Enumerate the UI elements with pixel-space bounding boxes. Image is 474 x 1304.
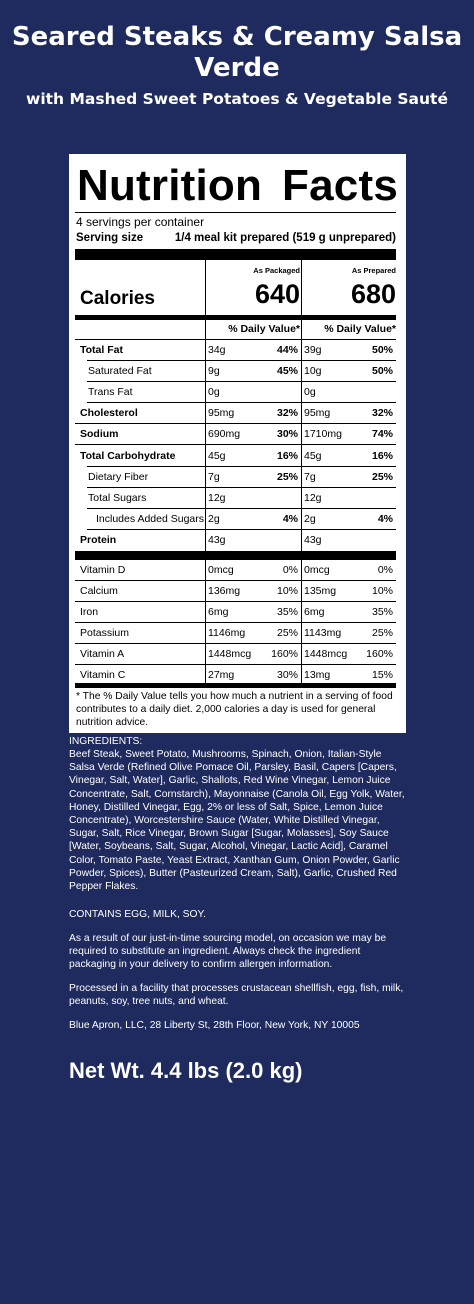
amount-prepared: 39g	[304, 344, 322, 356]
amount-prepared: 0g	[304, 386, 316, 399]
amount-prepared: 1448mcg	[304, 648, 348, 660]
amount-packaged: 0mcg	[208, 564, 234, 576]
nutrient-name: Total Carbohydrate	[80, 449, 176, 462]
dv-prepared: 32%	[371, 407, 393, 420]
nutrient-name: Potassium	[80, 627, 130, 639]
amount-prepared: 2g	[304, 512, 316, 525]
nutrient-row	[75, 446, 396, 467]
nutrition-facts-label	[69, 154, 406, 733]
dv-prepared: 25%	[371, 470, 393, 483]
nutrient-name: Vitamin A	[80, 648, 125, 660]
allergen-statement: CONTAINS EGG, MILK, SOY.	[69, 909, 206, 920]
dv-prepared: 4%	[377, 512, 393, 525]
dv-packaged: 30%	[276, 669, 298, 681]
nutrient-name: Total Sugars	[88, 491, 147, 504]
amount-prepared: 0mcg	[304, 564, 330, 576]
amount-prepared: 135mg	[304, 585, 337, 597]
ingredients-heading: INGREDIENTS:	[69, 736, 143, 747]
dv-packaged: 25%	[276, 470, 298, 483]
amount-prepared: 6mg	[304, 606, 325, 618]
dv-prepared: 50%	[371, 365, 393, 378]
nutrient-row	[75, 530, 396, 551]
divider	[75, 212, 396, 213]
vitamin-row	[75, 602, 396, 623]
amount-packaged: 7g	[208, 470, 220, 483]
nutrient-name: Protein	[80, 533, 117, 546]
daily-value-footnote: * The % Daily Value tells you how much a nutrient in a serving of food contributes to a daily diet. 2,000 calories a day is used for general nutrition advice.	[76, 691, 393, 729]
nutrient-name: Cholesterol	[80, 407, 138, 420]
ingredients-text: Beef Steak, Sweet Potato, Mushrooms, Spinach, Onion, Italian-Style Salsa Verde (Refined Olive Pomace Oil, Parsley, Basil, Capers [Capers, Vinegar, Salt, Water], Garlic, Shallots, Red Wine Vinegar, Lemon Juice Concentrate, Salt, Cornstarch), Mayonnaise (Canola Oil, Egg Yolk, Water, Honey, Distilled Vinegar, Egg, 2% or less of Salt, Spice, Lemon Juice Concentrate), Worcestershire Sauce (Water, White Distilled Vinegar, Sugar, Salt, Rice Vinegar, Brown Sugar [Sugar, Molasses], Soy Sauce [Water, Soybeans, Salt, Sugar, Alcohol, Vinegar, Lactic Acid], Caramel Color, Tomato Paste, Yeast Extract, Xanthan Gum, Onion Powder, Garlic Powder, Spices), Butter (Pasteurized Cream, Salt), Garlic, Crushed Red Pepper Flakes.	[69, 749, 405, 893]
nutrient-row	[75, 488, 396, 509]
product-subtitle: with Mashed Sweet Potatoes & Vegetable Sauté	[26, 90, 448, 108]
nutrient-name: Sodium	[80, 428, 119, 441]
nutrient-row	[75, 467, 396, 488]
nutrient-name: Calcium	[80, 585, 118, 597]
dv-packaged: 25%	[276, 627, 298, 639]
amount-packaged: 45g	[208, 449, 226, 462]
dv-prepared: 16%	[371, 449, 393, 462]
serving-size-label: Serving size	[76, 232, 144, 244]
dv-packaged: 160%	[271, 648, 298, 660]
serving-size-value: 1/4 meal kit prepared (519 g unprepared)	[174, 232, 396, 244]
dv-prepared: 35%	[371, 606, 393, 618]
amount-packaged: 12g	[208, 491, 226, 504]
nutrient-name: Trans Fat	[88, 386, 133, 399]
amount-packaged: 43g	[208, 533, 226, 546]
amount-packaged: 2g	[208, 512, 220, 525]
nutrient-row	[75, 340, 396, 361]
servings-per-container: 4 servings per container	[76, 215, 205, 229]
dv-prepared: 10%	[371, 585, 393, 597]
dv-header-prepared: % Daily Value*	[324, 323, 396, 335]
thick-divider	[75, 249, 396, 260]
dv-packaged: 44%	[276, 344, 298, 356]
nutrient-name: Includes Added Sugars	[96, 512, 204, 525]
calories-prepared: 680	[350, 279, 396, 309]
nutrient-row	[75, 403, 396, 424]
amount-packaged: 95mg	[208, 407, 235, 420]
vitamin-row	[75, 560, 396, 581]
company-address: Blue Apron, LLC, 28 Liberty St, 28th Floor, New York, NY 10005	[69, 1020, 360, 1031]
dv-prepared: 15%	[371, 669, 393, 681]
dv-prepared: 0%	[377, 564, 393, 576]
dv-prepared: 50%	[371, 344, 393, 356]
dv-packaged: 4%	[282, 512, 298, 525]
vitamin-row	[75, 644, 396, 665]
amount-packaged: 690mg	[208, 428, 241, 441]
amount-prepared: 43g	[304, 533, 322, 546]
product-title: Seared Steaks & Creamy Salsa Verde	[11, 22, 463, 83]
net-weight: Net Wt. 4.4 lbs (2.0 kg)	[69, 1058, 303, 1083]
dv-packaged: 30%	[276, 428, 298, 441]
vitamin-row	[75, 581, 396, 602]
nutrient-name: Dietary Fiber	[88, 470, 149, 483]
amount-prepared: 1710mg	[304, 428, 342, 441]
nutrient-row	[75, 382, 396, 403]
amount-packaged: 27mg	[208, 669, 235, 681]
as-prepared-header: As Prepared	[351, 266, 396, 275]
nutrient-row	[75, 361, 396, 382]
dv-packaged: 10%	[276, 585, 298, 597]
amount-prepared: 12g	[304, 491, 322, 504]
amount-prepared: 13mg	[304, 669, 331, 681]
amount-packaged: 1448mcg	[208, 648, 252, 660]
dv-packaged: 0%	[282, 564, 298, 576]
nutrient-name: Iron	[80, 606, 99, 618]
medium-divider	[75, 315, 396, 320]
vitamin-row	[75, 623, 396, 644]
nutrient-name: Saturated Fat	[88, 365, 152, 378]
calories-label: Calories	[80, 288, 155, 309]
amount-prepared: 95mg	[304, 407, 331, 420]
amount-prepared: 1143mg	[304, 627, 342, 639]
as-packaged-header: As Packaged	[253, 266, 300, 275]
amount-packaged: 6mg	[208, 606, 229, 618]
amount-packaged: 34g	[208, 344, 226, 356]
sourcing-note: As a result of our just-in-time sourcing model, on occasion we may be required to substitute an ingredient. Always check the ingredient packaging in your delivery to confirm allergen information.	[69, 933, 387, 971]
dv-packaged: 35%	[276, 606, 298, 618]
dv-prepared: 25%	[371, 627, 393, 639]
dv-prepared: 74%	[371, 428, 393, 441]
nutrient-name: Vitamin D	[80, 564, 126, 576]
heading-facts: Facts	[282, 161, 398, 210]
dv-prepared: 160%	[366, 648, 393, 660]
amount-packaged: 0g	[208, 386, 220, 399]
nutrient-row	[75, 424, 396, 445]
nutrient-name: Vitamin C	[80, 669, 126, 681]
amount-packaged: 136mg	[208, 585, 241, 597]
amount-prepared: 10g	[304, 365, 322, 378]
nutrition-facts-heading	[77, 160, 398, 212]
amount-packaged: 1146mg	[208, 627, 246, 639]
amount-packaged: 9g	[208, 365, 220, 378]
dv-packaged: 16%	[276, 449, 298, 462]
dv-header-packaged: % Daily Value*	[228, 323, 300, 335]
facility-note: Processed in a facility that processes crustacean shellfish, egg, fish, milk, peanuts, soy, tree nuts, and wheat.	[69, 983, 404, 1008]
nutrient-row	[75, 509, 396, 530]
amount-prepared: 45g	[304, 449, 322, 462]
amount-prepared: 7g	[304, 470, 316, 483]
dv-packaged: 45%	[276, 365, 298, 378]
medium-divider	[75, 683, 396, 688]
heading-nutrition: Nutrition	[77, 161, 263, 210]
calories-packaged: 640	[254, 279, 300, 309]
dv-packaged: 32%	[276, 407, 298, 420]
nutrient-name: Total Fat	[80, 344, 123, 356]
thick-divider	[75, 551, 396, 560]
